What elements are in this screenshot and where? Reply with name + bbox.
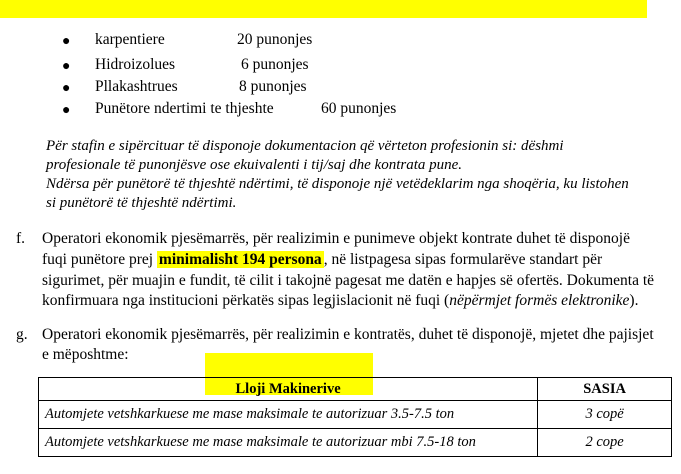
machinery-table (38, 377, 672, 457)
table-header-row (39, 378, 672, 401)
list-item-value: 60 punonjes (321, 100, 397, 117)
bullet-icon: ● (62, 34, 71, 49)
section-f-line: konfirmuara nga institucioni përkatës sipas legjislacionit në fuqi (nëpërmjet formës elektronike). (42, 292, 639, 309)
list-item-label: karpentiere (95, 31, 165, 48)
bullet-icon: ● (62, 81, 71, 96)
section-label-f: f. (16, 230, 26, 247)
note-line: Për stafin e sipërcituar të disponoje dokumentacion që vërteton profesionin si: dëshmi (46, 138, 564, 154)
section-f-line: Operatori ekonomik pjesëmarrës, për realizimin e punimeve objekt kontrate duhet të disponojë (42, 230, 630, 247)
cell-vehicle-type: Automjete vetshkarkuese me mase maksimale te autorizuar 3.5-7.5 ton (39, 401, 538, 429)
bullet-icon: ● (62, 103, 71, 118)
list-item-label: Punëtore ndertimi te thjeshte (95, 100, 274, 117)
section-f-line: fuqi punëtore prej minimalisht 194 persona , në listpagesa sipas formularëve standart për (42, 251, 603, 268)
highlighted-requirement: minimalisht 194 persona (158, 251, 322, 268)
section-g-line: e mëposhtme: (42, 346, 129, 363)
cell-quantity: 3 copë (538, 401, 672, 429)
list-item-label: Pllakashtrues (95, 78, 178, 95)
note-line: profesionale të punonjësve ose ekuivalenti i tij/saj dhe kontrata pune. (46, 157, 463, 173)
section-f-line: sigurimet, për muajin e fundit, të cilit i takojnë pagesat me datën e hapjes së ofertës. Dokumenta të (42, 272, 655, 289)
list-item-value: 8 punonjes (239, 78, 307, 95)
list-item-label: Hidroizolues (95, 56, 176, 73)
list-item-value: 20 punonjes (237, 31, 313, 48)
table-row (39, 401, 672, 429)
column-header-type: Lloji Makinerive (39, 378, 538, 401)
bullet-icon: ● (62, 59, 71, 74)
column-header-quantity: SASIA (538, 378, 672, 401)
list-item-value: 6 punonjes (241, 56, 309, 73)
section-label-g: g. (16, 326, 28, 343)
cell-vehicle-type: Automjete vetshkarkuese me mase maksimale te autorizuar mbi 7.5-18 ton (39, 429, 538, 457)
note-line: Ndërsa për punëtorë të thjeshtë ndërtimi, të disponoje një vetëdeklarim nga shoqëria, ku listohen (46, 176, 629, 192)
note-line: si punëtorë të thjeshtë ndërtimi. (46, 195, 237, 211)
highlight-mark-top (0, 0, 647, 18)
section-g-line: Operatori ekonomik pjesëmarrës, për realizimin e kontratës, duhet të disponojë, mjetet dhe pajisjet (42, 326, 654, 343)
table-row (39, 429, 672, 457)
cell-quantity: 2 cope (538, 429, 672, 457)
